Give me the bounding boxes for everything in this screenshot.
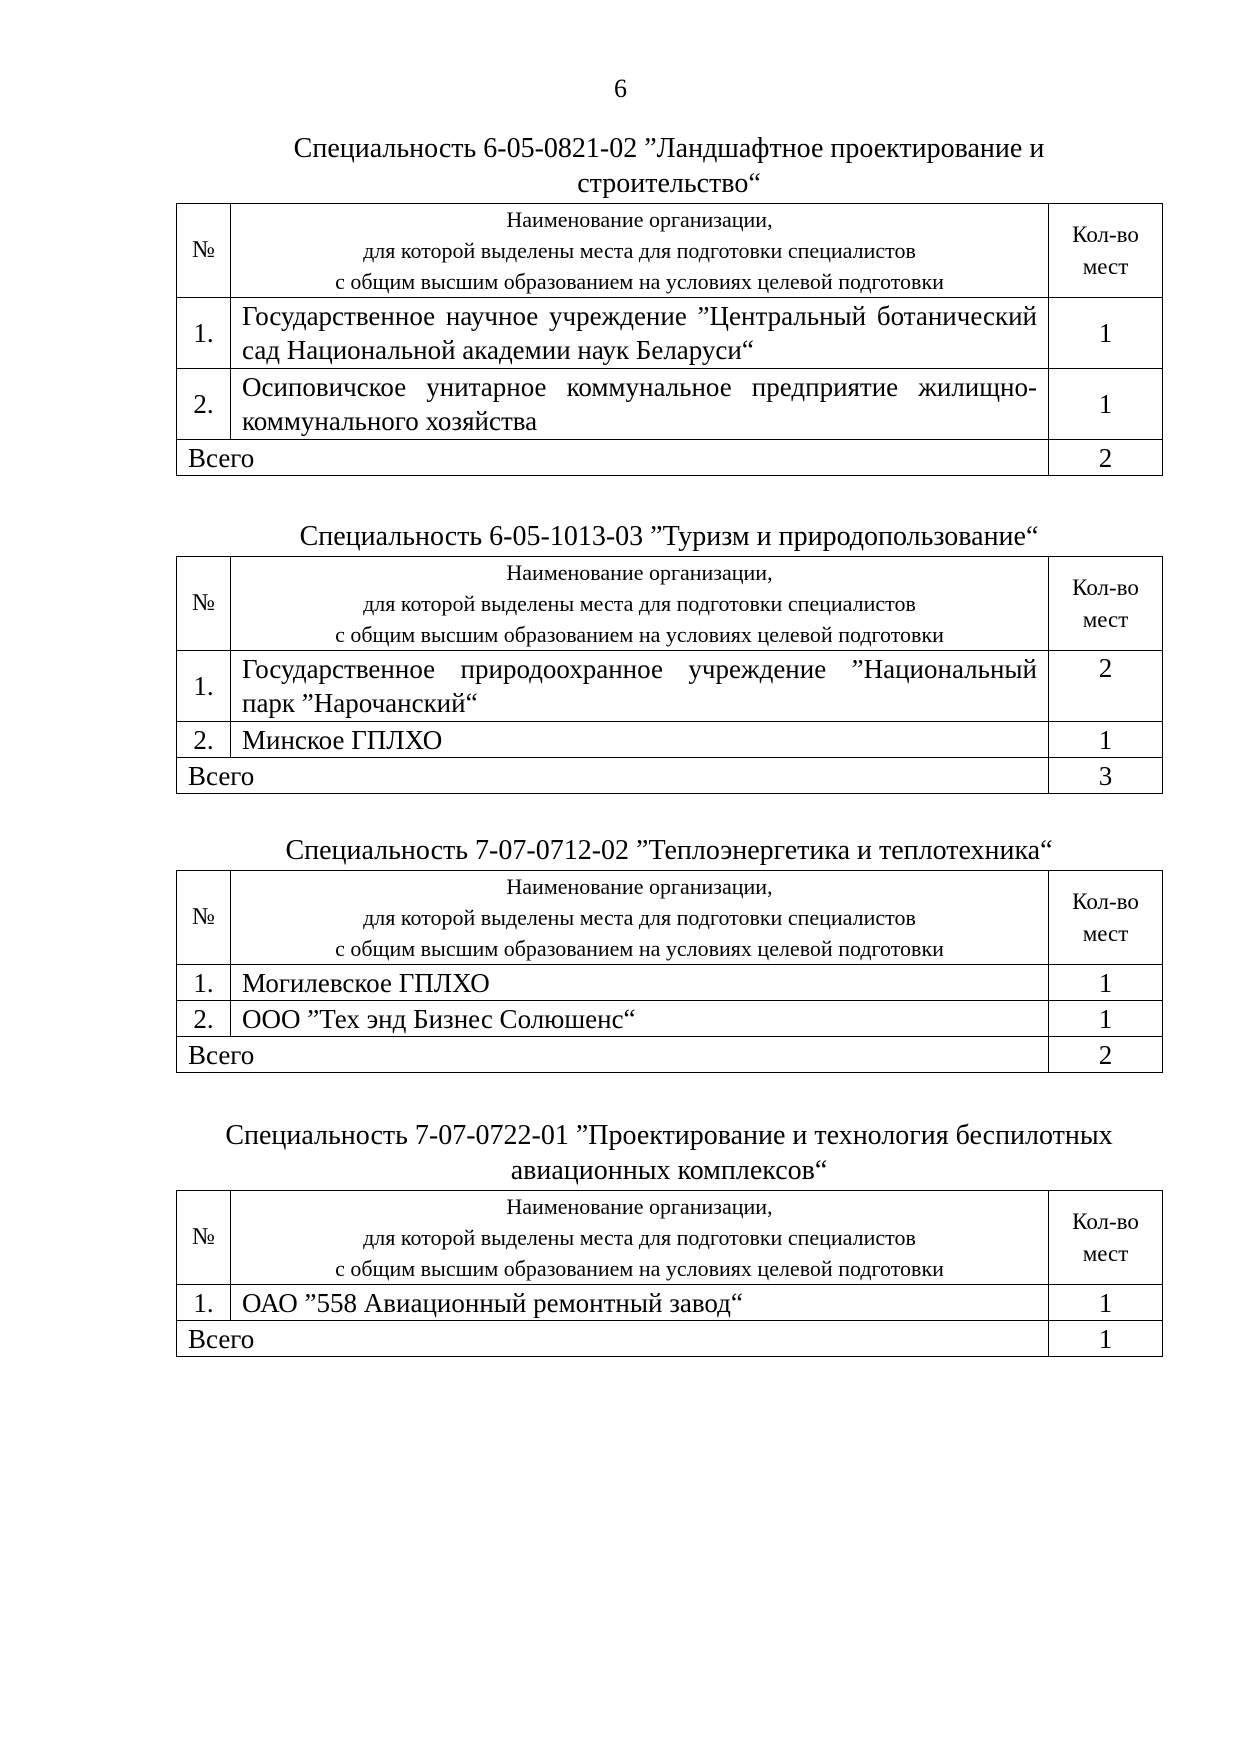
table-row [177,965,1163,1001]
total-row [177,758,1163,794]
section-title [176,519,1162,556]
organization-name: Государственное научное учреждение ”Центральный ботанический сад Национальной академии наук Беларуси“ [231,298,1049,369]
section-title-line1: Специальность 6-05-1013-03 ”Туризм и природопользование“ [299,521,1039,552]
header-quantity: Кол-во мест [1049,1191,1163,1285]
row-number: 2. [177,369,231,440]
row-number: 2. [177,1001,231,1037]
header-organization: Наименование организации, для которой выделены места для подготовки специалистов с общим высшим образованием на условиях целевой подготовки [231,557,1049,651]
section-title-line1: Специальность 7-07-0722-01 ”Проектирование и технология беспилотных [225,1120,1113,1151]
total-label: Всего [177,1037,1049,1073]
organization-name: Осиповичское унитарное коммунальное предприятие жилищно-коммунального хозяйства [231,369,1049,440]
table-row [177,1285,1163,1321]
row-number: 2. [177,722,231,758]
table-row [177,369,1163,440]
allocation-table [176,870,1163,1073]
section-title [176,131,1162,203]
header-quantity: Кол-во мест [1049,204,1163,298]
table-header-row [177,871,1163,965]
allocation-table [176,1190,1163,1357]
places-count: 1 [1049,1285,1163,1321]
header-organization: Наименование организации, для которой выделены места для подготовки специалистов с общим высшим образованием на условиях целевой подготовки [231,871,1049,965]
header-organization: Наименование организации, для которой выделены места для подготовки специалистов с общим высшим образованием на условиях целевой подготовки [231,204,1049,298]
section-title-line2: авиационных комплексов“ [510,1155,828,1186]
page-number: 6 [614,74,627,103]
organization-name: Государственное природоохранное учреждение ”Национальный парк ”Нарочанский“ [231,651,1049,722]
places-count: 1 [1049,1001,1163,1037]
header-number: № [177,871,231,965]
section-title-line2: строительство“ [577,168,761,199]
places-count: 1 [1049,369,1163,440]
places-count: 1 [1049,965,1163,1001]
section-title-line1: Специальность 7-07-0712-02 ”Теплоэнергетика и теплотехника“ [285,835,1053,866]
row-number: 1. [177,1285,231,1321]
table-row [177,651,1163,722]
row-number: 1. [177,651,231,722]
table-row [177,298,1163,369]
section-title-line1: Специальность 6-05-0821-02 ”Ландшафтное проектирование и [293,133,1045,164]
total-row [177,1321,1163,1357]
allocation-table [176,556,1163,794]
specialty-section-2 [176,519,1162,794]
header-organization: Наименование организации, для которой выделены места для подготовки специалистов с общим высшим образованием на условиях целевой подготовки [231,1191,1049,1285]
row-number: 1. [177,965,231,1001]
header-number: № [177,557,231,651]
total-count: 3 [1049,758,1163,794]
section-title [176,833,1162,870]
header-quantity: Кол-во мест [1049,557,1163,651]
table-row [177,1001,1163,1037]
total-label: Всего [177,440,1049,476]
total-row [177,440,1163,476]
organization-name: Минское ГПЛХО [231,722,1049,758]
table-header-row [177,204,1163,298]
table-header-row [177,557,1163,651]
row-number: 1. [177,298,231,369]
total-count: 2 [1049,1037,1163,1073]
places-count: 2 [1049,651,1163,722]
header-number: № [177,1191,231,1285]
specialty-section-1 [176,131,1162,476]
total-row [177,1037,1163,1073]
organization-name: Могилевское ГПЛХО [231,965,1049,1001]
allocation-table [176,203,1163,476]
organization-name: ОАО ”558 Авиационный ремонтный завод“ [231,1285,1049,1321]
specialty-section-3 [176,833,1162,1073]
table-header-row [177,1191,1163,1285]
places-count: 1 [1049,298,1163,369]
places-count: 1 [1049,722,1163,758]
section-title [156,1118,1182,1190]
total-count: 2 [1049,440,1163,476]
specialty-section-4 [176,1118,1162,1357]
header-number: № [177,204,231,298]
total-label: Всего [177,758,1049,794]
total-count: 1 [1049,1321,1163,1357]
total-label: Всего [177,1321,1049,1357]
header-quantity: Кол-во мест [1049,871,1163,965]
table-row [177,722,1163,758]
organization-name: ООО ”Тех энд Бизнес Солюшенс“ [231,1001,1049,1037]
